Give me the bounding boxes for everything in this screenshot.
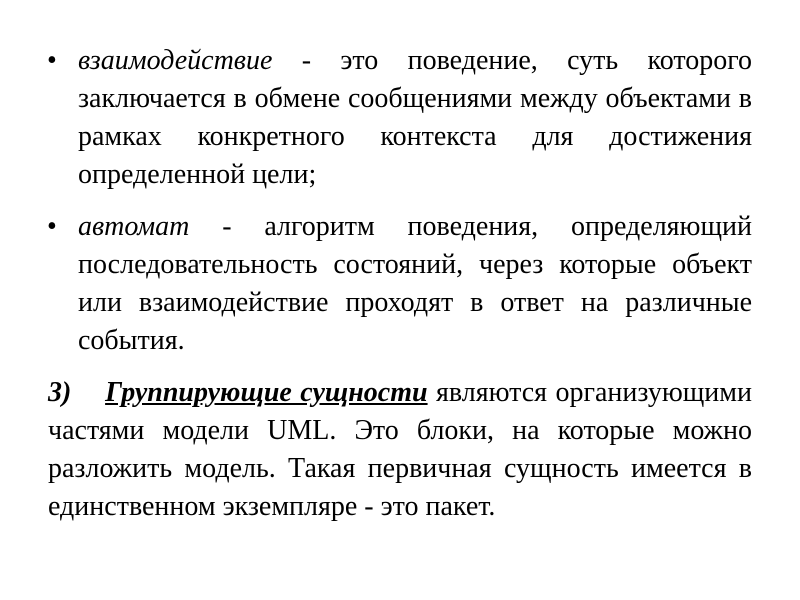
- bullet-item-interaction: [47, 42, 752, 194]
- definition-interaction: - это поведение, суть которого заключается в обмене сообщениями между объектами в рамках конкретного контекста для достижения определенной цели;: [78, 45, 752, 190]
- term-interaction: взаимодействие: [78, 45, 273, 76]
- term-automaton: автомат: [78, 211, 190, 242]
- bullet-icon: •: [47, 211, 57, 242]
- bullet-item-automaton: [47, 208, 752, 360]
- bullet-icon: •: [47, 45, 57, 76]
- numbered-item-grouping: [48, 374, 752, 526]
- item-number: 3): [48, 377, 72, 408]
- definition-grouping-entities: являются организующими частями модели UML. Это блоки, на которые можно разложить модель. Такая первичная сущность имеется в единственном экземпляре - это пакет.: [48, 377, 752, 522]
- term-grouping-entities: Группирующие сущности: [105, 377, 428, 408]
- definition-automaton: - алгоритм поведения, определяющий последовательность состояний, через которые объект или взаимодействие проходят в ответ на различные события.: [78, 211, 752, 356]
